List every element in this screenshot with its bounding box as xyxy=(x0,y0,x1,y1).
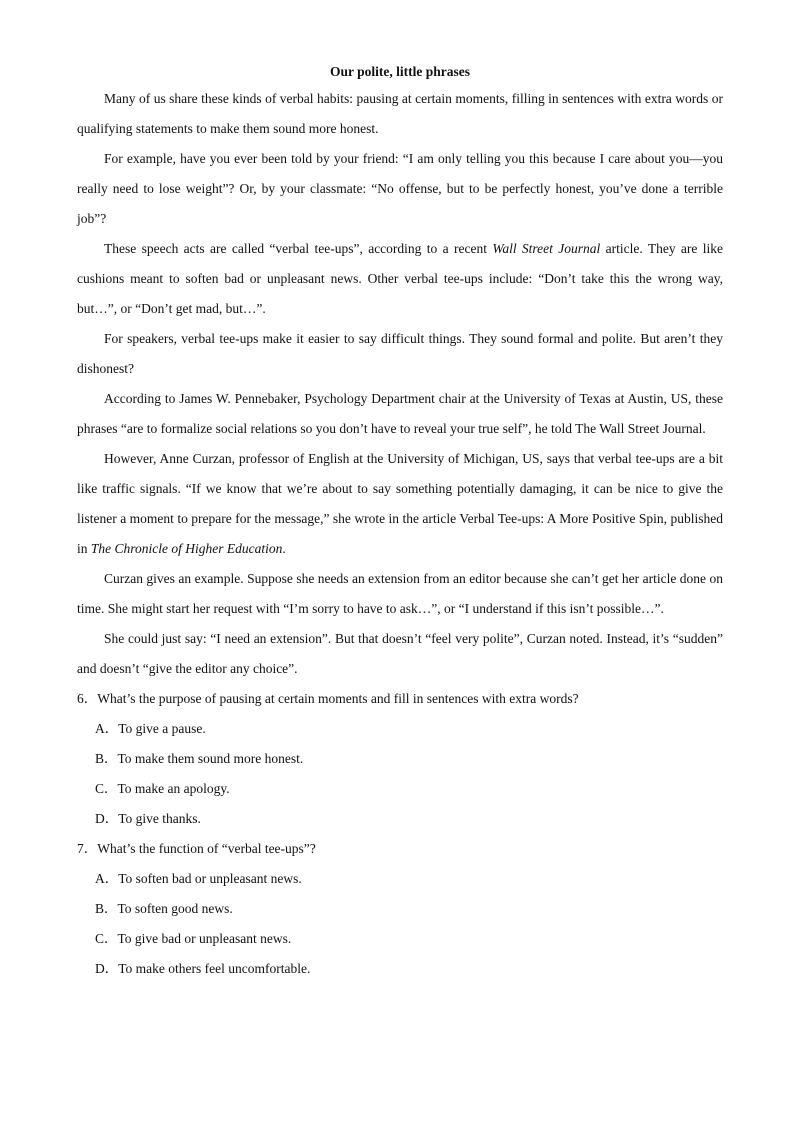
question-7-option-a: A．To soften bad or unpleasant news. xyxy=(95,871,302,886)
paragraph-6-italic-source: The Chronicle of Higher Education xyxy=(90,541,283,556)
question-6 xyxy=(77,684,723,834)
paragraph-3 xyxy=(77,234,723,324)
paragraph-2: For example, have you ever been told by your friend: “I am only telling you this because I care about you—you really need to lose weight”? Or, by your classmate: “No offense, but to be perfectly honest, you’ve done a terrible job”? xyxy=(77,151,723,226)
paragraph-6-text-end: . xyxy=(282,541,286,556)
paragraph-5: According to James W. Pennebaker, Psychology Department chair at the University of Texas at Austin, US, these phrases “are to formalize social relations so you don’t have to reveal your true self”, he told The Wall Street Journal. xyxy=(77,391,723,436)
passage-title: Our polite, little phrases xyxy=(330,64,470,79)
question-6-option-b: B．To make them sound more honest. xyxy=(95,751,304,766)
paragraph-6 xyxy=(77,444,723,564)
question-7-option-c: C．To give bad or unpleasant news. xyxy=(95,931,292,946)
question-7-option-d: D．To make others feel uncomfortable. xyxy=(95,961,311,976)
question-7 xyxy=(77,834,723,984)
question-6-option-a: A．To give a pause. xyxy=(95,721,206,736)
paragraph-6-text-start: However, Anne Curzan, professor of English at the University of Michigan, US, says that verbal tee-ups are a bit like traffic signals. “If we know that we’re about to say something potentially damaging, it can be nice to give the listener a moment to prepare for the message,” she wrote in the article Verbal Tee-ups: A More Positive Spin, published in xyxy=(77,451,723,556)
question-6-stem: 6．What’s the purpose of pausing at certain moments and fill in sentences with extra words? xyxy=(77,691,579,706)
paragraph-7: Curzan gives an example. Suppose she needs an extension from an editor because she can’t get her article done on time. She might start her request with “I’m sorry to have to ask…”, or “I understand if this isn’t possible…”. xyxy=(77,571,723,616)
paragraph-3-text-end: article. They are like cushions meant to soften bad or unpleasant news. Other verbal tee-ups include: “Don’t take this the wrong way, but…”, or “Don’t get mad, but…”. xyxy=(77,241,723,316)
paragraph-3-italic-source: Wall Street Journal xyxy=(492,241,601,256)
question-7-option-b: B．To soften good news. xyxy=(95,901,233,916)
paragraph-8: She could just say: “I need an extension”. But that doesn’t “feel very polite”, Curzan noted. Instead, it’s “sudden” and doesn’t “give the editor any choice”. xyxy=(77,631,723,676)
paragraph-1: Many of us share these kinds of verbal habits: pausing at certain moments, filling in sentences with extra words or qualifying statements to make them sound more honest. xyxy=(77,91,723,136)
question-7-stem: 7．What’s the function of “verbal tee-ups”? xyxy=(77,841,316,856)
paragraph-4: For speakers, verbal tee-ups make it easier to say difficult things. They sound formal and polite. But aren’t they dishonest? xyxy=(77,331,723,376)
question-6-option-c: C．To make an apology. xyxy=(95,781,230,796)
document-page xyxy=(77,60,723,984)
question-6-option-d: D．To give thanks. xyxy=(95,811,201,826)
paragraph-3-text-start: These speech acts are called “verbal tee-ups”, according to a recent xyxy=(104,241,493,256)
